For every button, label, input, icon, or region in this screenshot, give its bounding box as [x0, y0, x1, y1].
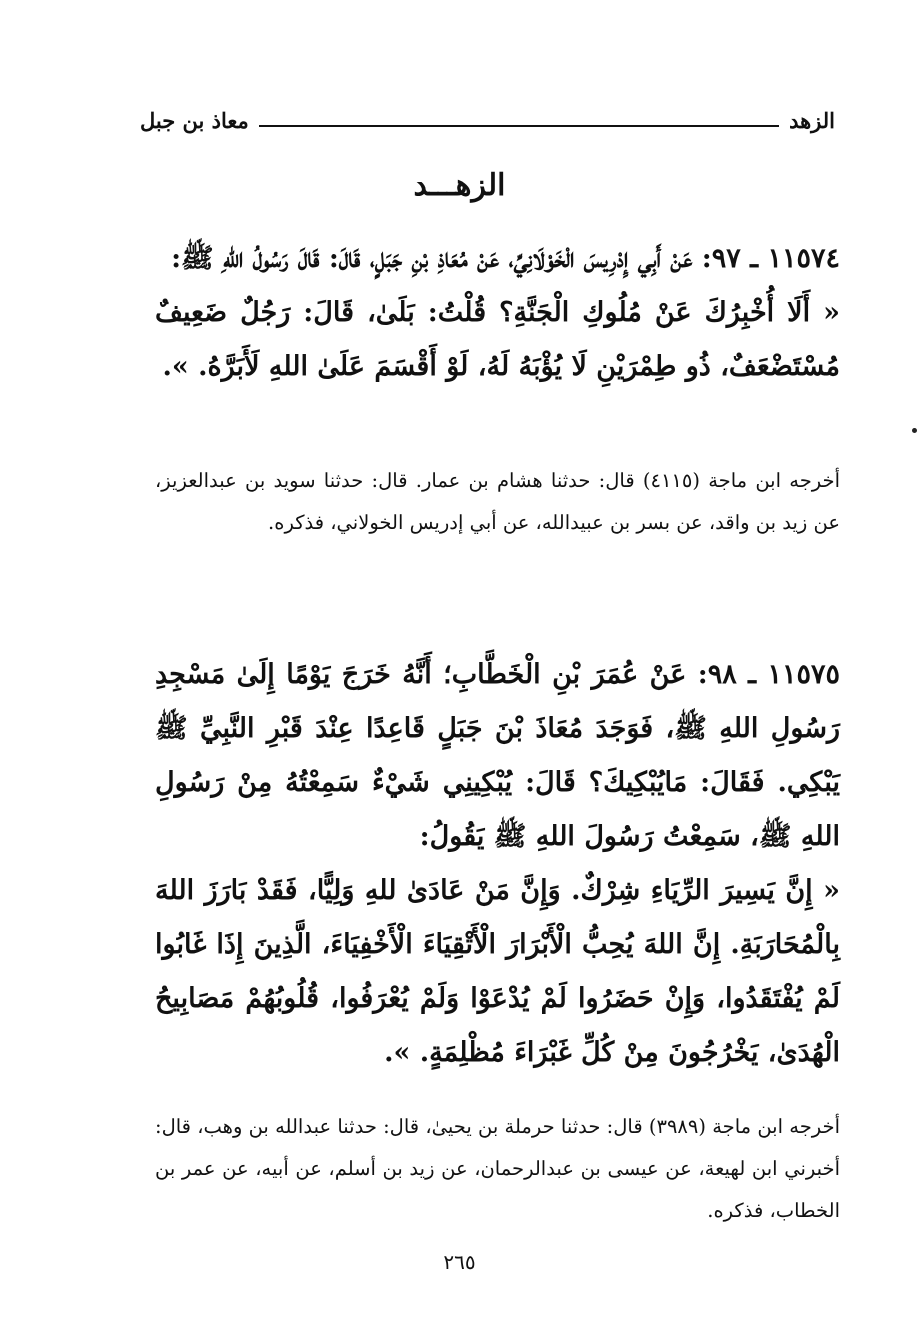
header-companion: معاذ بن جبل [140, 107, 249, 133]
section-title [0, 168, 919, 203]
hadith-1-isnad: عَنْ أَبِي إِدْرِيسَ الْخَوْلَانِيِّ، عَنْ مُعَاذِ بْنِ جَبَلٍ، قَالَ: قَالَ رَسُولُ اللهِ ﷺ: [171, 243, 693, 274]
hadith-1-number: ١١٥٧٤ ـ ٩٧: [701, 243, 840, 274]
hadith-1 [155, 232, 840, 394]
hadith-2-intro [155, 648, 840, 864]
hadith-2-number: ١١٥٧٥ ـ ٩٨: [697, 659, 841, 690]
hadith-2 [155, 648, 840, 1080]
hadith-2-isnad: عَنْ عُمَرَ بْنِ الْخَطَّابِ؛ أَنَّهُ خَرَجَ يَوْمًا إِلَىٰ مَسْجِدِ رَسُولِ اللهِ ﷺ، فَوَجَدَ مُعَاذَ بْنَ جَبَلٍ قَاعِدًا عِنْدَ قَبْرِ النَّبِيِّ ﷺ يَبْكِي. فَقَالَ: مَايُبْكِيكَ؟ قَالَ: يُبْكِينِي شَيْءٌ سَمِعْتُهُ مِنْ رَسُولِ اللهِ ﷺ، سَمِعْتُ رَسُولَ اللهِ ﷺ يَقُولُ: [155, 659, 840, 852]
takhrij-1: أخرجه ابن ماجة (٤١١٥) قال: حدثنا هشام بن عمار. قال: حدثنا سويد بن عبدالعزيز، عن زيد بن واقد، عن بسر بن عبيدالله، عن أبي إدريس الخولاني، فذكره. [155, 469, 840, 534]
hadith-1-matn: « أَلَا أُخْبِرُكَ عَنْ مُلُوكِ الْجَنَّةِ؟ قُلْتُ: بَلَىٰ، قَالَ: رَجُلٌ ضَعِيفٌ مُسْتَضْعَفٌ، ذُو طِمْرَيْنِ لَا يُؤْبَهُ لَهُ، لَوْ أَقْسَمَ عَلَىٰ اللهِ لَأَبَرَّهُ. ». [155, 297, 840, 382]
header-chapter: الزهد [789, 107, 835, 133]
header-rule [259, 125, 779, 127]
page-number: ٢٦٥ [443, 1250, 476, 1274]
scan-mark [912, 428, 917, 433]
hadith-2-matn: « إِنَّ يَسِيرَ الرِّيَاءِ شِرْكٌ. وَإِنَّ مَنْ عَادَىٰ للهِ وَلِيًّا، فَقَدْ بَارَزَ اللهَ بِالْمُحَارَبَةِ. إِنَّ اللهَ يُحِبُّ الْأَبْرَارَ الْأَتْقِيَاءَ الْأَخْفِيَاءَ، الَّذِينَ إِذَا غَابُوا لَمْ يُفْتَقَدُوا، وَإِنْ حَضَرُوا لَمْ يُدْعَوْا وَلَمْ يُعْرَفُوا، قُلُوبُهُمْ مَصَابِيحُ الْهُدَىٰ، يَخْرُجُونَ مِنْ كُلِّ غَبْرَاءَ مُظْلِمَةٍ. ». [155, 875, 840, 1068]
section-title-text: الزهـــد [413, 168, 506, 203]
hadith-1-intro [155, 232, 840, 286]
takhrij-2: أخرجه ابن ماجة (٣٩٨٩) قال: حدثنا حرملة بن يحيىٰ، قال: حدثنا عبدالله بن وهب، قال: أخبرني ابن لهيعة، عن عيسى بن عبدالرحمان، عن زيد بن أسلم، عن أبيه، عن عمر بن الخطاب، فذكره. [155, 1115, 840, 1222]
running-header [140, 100, 835, 140]
